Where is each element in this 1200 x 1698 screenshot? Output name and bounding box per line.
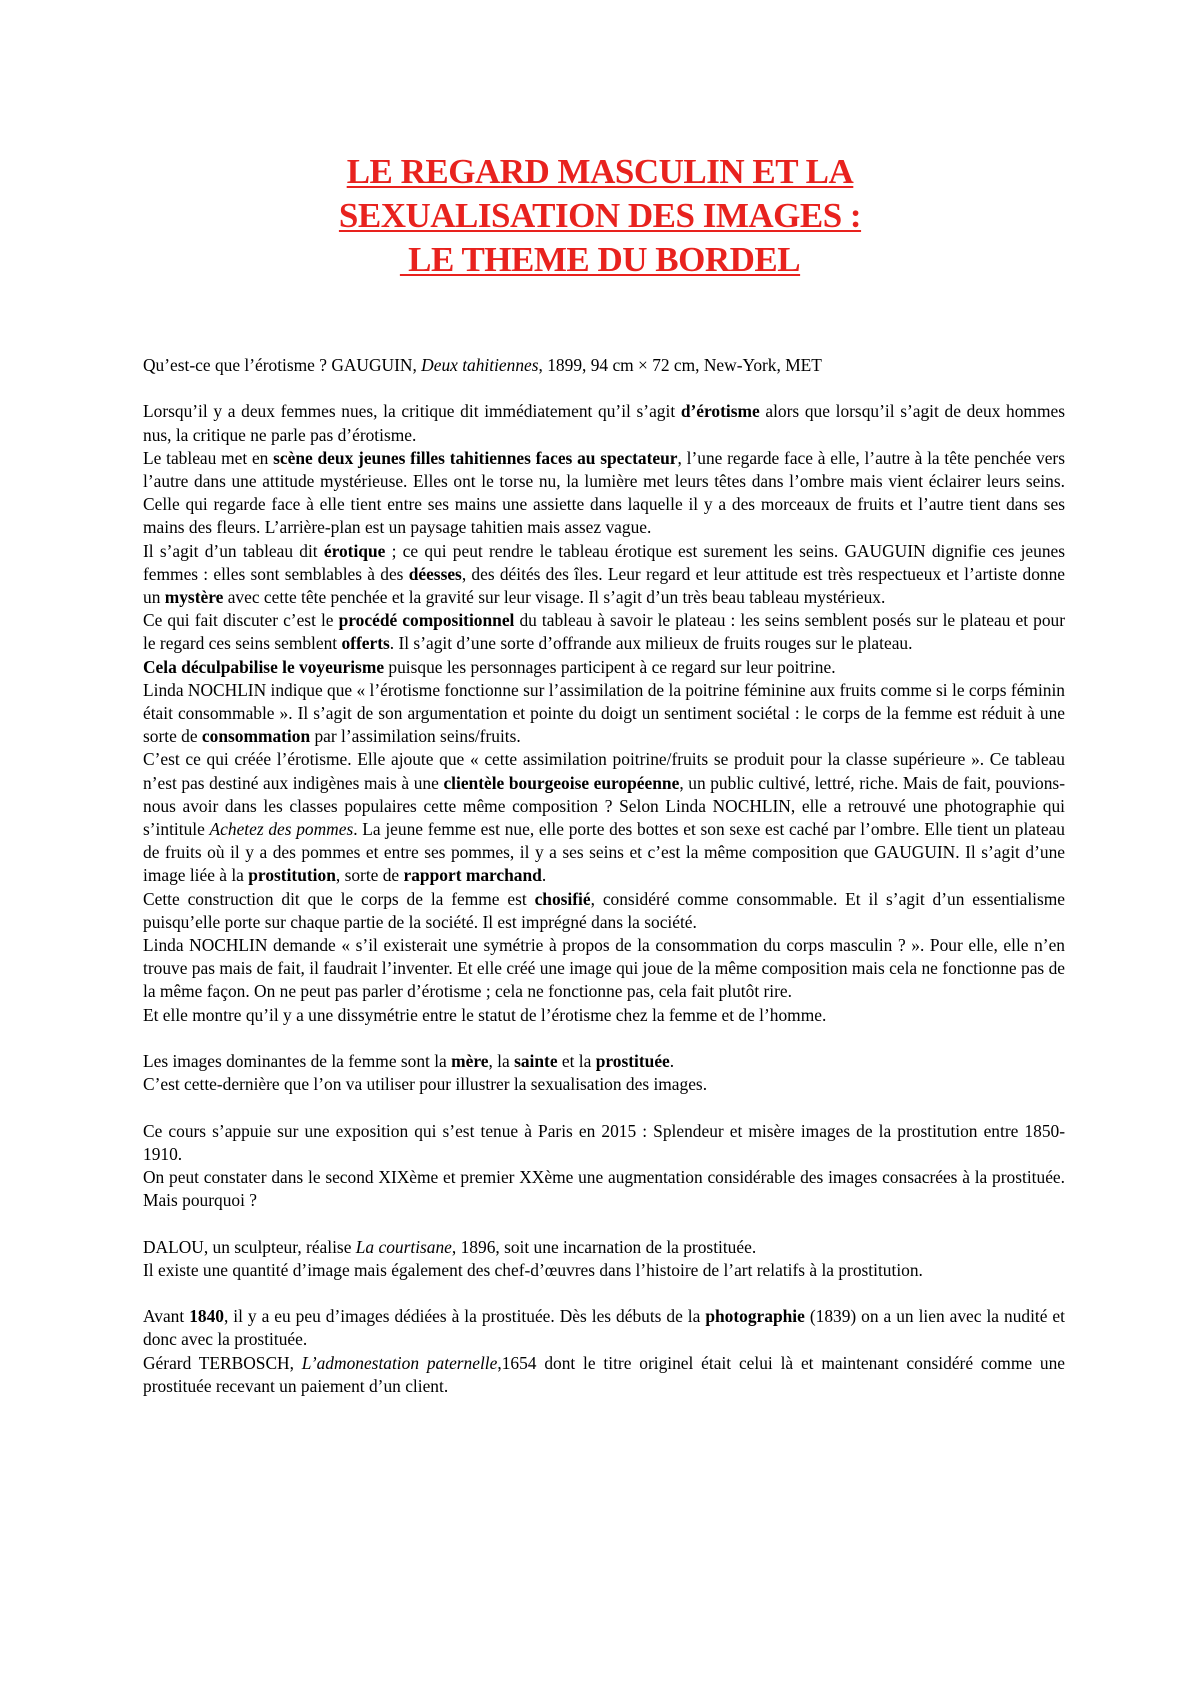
document-body [143, 354, 1065, 1398]
paragraph [143, 447, 1065, 540]
paragraph-gap [143, 1282, 1065, 1305]
text-run: Avant [143, 1306, 190, 1327]
text-run: DALOU, un sculpteur, réalise [143, 1236, 356, 1257]
text-run: ,1654 dont le titre originel était celui là et maintenant considéré comme une prostituée recevant un paiement d’un client. [143, 1352, 1065, 1396]
text-run: , il y a eu peu d’images dédiées à la prostituée. Dès les débuts de la [223, 1306, 706, 1327]
paragraph-gap [143, 1096, 1065, 1119]
paragraph [143, 609, 1065, 655]
text-run: , la [488, 1051, 515, 1072]
paragraph [143, 888, 1065, 934]
title-line-2: SEXUALISATION DES IMAGES : [338, 196, 862, 235]
text-run: C’est ce qui créée l’érotisme. Elle ajoute que « cette assimilation poitrine/fruits se produit pour la classe supérieure ». Ce tableau n’est pas destiné aux indigènes mais à une [143, 749, 1065, 793]
text-run: puisque les personnages participent à ce regard sur leur poitrine. [384, 656, 836, 677]
paragraph [143, 656, 1065, 679]
paragraph [143, 748, 1065, 887]
text-run: par l’assimilation seins/fruits. [310, 726, 521, 747]
bold-term: mère [451, 1051, 489, 1072]
text-run: avec cette tête penchée et la gravité sur leur visage. Il s’agit d’un très beau tableau mystérieux. [223, 587, 886, 608]
artwork-title: Achetez des pommes [209, 819, 354, 840]
text-run: Cette construction dit que le corps de la femme est [143, 888, 535, 909]
text-run: . La jeune femme est nue, elle porte des bottes et son sexe est caché par l’ombre. Elle tient un plateau de fruits où il y a des pommes et entre ses pommes, il y a ses seins et c’est la même composition que GAUGUIN. Il s’agit d’une image liée à la [143, 819, 1065, 886]
text-run: . Il s’agit d’une sorte d’offrande aux milieux de fruits rouges sur le plateau. [389, 633, 913, 654]
paragraph [143, 1166, 1065, 1212]
paragraph-gap [143, 1212, 1065, 1235]
paragraph-gap [143, 1027, 1065, 1050]
paragraph [143, 1305, 1065, 1351]
text-run: et la [557, 1051, 596, 1072]
text-run: Et elle montre qu’il y a une dissymétrie entre le statut de l’érotisme chez la femme et de l’homme. [143, 1004, 827, 1025]
paragraph [143, 1352, 1065, 1398]
bold-term: chosifié [534, 888, 591, 909]
bold-term: 1840 [189, 1306, 224, 1327]
text-run: , des déités des îles. Leur regard et leur attitude est très respectueux et l’artiste donne un [143, 563, 1065, 608]
paragraph [143, 1004, 1065, 1027]
bold-term: Cela déculpabilise le voyeurisme [143, 656, 385, 677]
text-run: Lorsqu’il y a deux femmes nues, la critique dit immédiatement qu’il s’agit [143, 401, 681, 422]
text-run: du tableau à savoir le plateau : les seins semblent posés sur le plateau et pour le regard ces seins semblent [143, 610, 1065, 654]
bold-term: scène deux jeunes filles tahitiennes faces au spectateur [273, 447, 678, 468]
text-run: , un public cultivé, lettré, riche. Mais de fait, pouvions-nous avoir dans les classes populaires cette même composition ? Selon Linda NOCHLIN, elle a retrouvé une photographie qui s’intitule [143, 772, 1065, 840]
bold-term: érotique [323, 540, 386, 561]
paragraph [143, 400, 1065, 446]
text-run: Les images dominantes de la femme sont la [143, 1051, 452, 1072]
paragraph [143, 934, 1065, 1004]
bold-term: mystère [164, 587, 224, 608]
artwork-title: L’admonestation paternelle [301, 1352, 498, 1373]
paragraph [143, 540, 1065, 610]
text-run: alors que lorsqu’il s’agit de deux hommes nus, la critique ne parle pas d’érotisme. [143, 401, 1065, 445]
paragraph [143, 1050, 1065, 1073]
bold-term: offerts [341, 633, 390, 654]
text-run: Il s’agit d’un tableau dit [143, 540, 324, 561]
bold-term: prostitution [248, 865, 336, 886]
paragraph-gap [143, 377, 1065, 400]
paragraph [143, 1073, 1065, 1096]
artwork-title: Deux tahitiennes [421, 355, 539, 375]
text-run: , considéré comme consommable. Et il s’agit d’un essentialisme puisqu’elle porte sur chaque partie de la société. Il est imprégné dans la société. [143, 888, 1065, 932]
text-run: Gérard TERBOSCH, [143, 1352, 302, 1373]
paragraph [143, 1259, 1065, 1282]
text-run: , 1896, soit une incarnation de la prostituée. [451, 1236, 757, 1257]
text-run: , sorte de [335, 865, 404, 886]
bold-term: clientèle bourgeoise européenne [443, 772, 680, 793]
text-run: Ce qui fait discuter c’est le [143, 610, 339, 631]
text-run: C’est cette-dernière que l’on va utiliser pour illustrer la sexualisation des images. [143, 1074, 708, 1095]
text-run: . [669, 1051, 675, 1072]
bold-term: photographie [705, 1306, 805, 1327]
text-run: On peut constater dans le second XIXème et premier XXème une augmentation considérable des images consacrées à la prostituée. Mais pourquoi ? [143, 1167, 1065, 1211]
text-run: Ce cours s’appuie sur une exposition qui s’est tenue à Paris en 2015 : Splendeur et misère images de la prostitution entre 1850-1910. [143, 1120, 1065, 1164]
text-run: , 1899, 94 cm × 72 cm, New-York, MET [538, 355, 822, 375]
bold-term: sainte [514, 1051, 558, 1072]
text-run: Il existe une quantité d’image mais également des chef-d’œuvres dans l’histoire de l’art relatifs à la prostitution. [143, 1259, 923, 1280]
intro-paragraph [143, 354, 1065, 377]
text-run: Linda NOCHLIN demande « s’il existerait une symétrie à propos de la consommation du corps masculin ? ». Pour elle, elle n’en trouve pas mais de fait, il faudrait l’inventer. Et elle créé une image qui joue de la même composition mais cela ne fonctionne pas de la même façon. On ne peut pas parler d’érotisme ; cela ne fonctionne pas, cela fait plutôt rire. [143, 935, 1065, 1002]
text-run: , l’une regarde face à elle, l’autre à la tête penchée vers l’autre dans une attitude mystérieuse. Elles ont le torse nu, la lumière met leurs têtes dans l’ombre mais vient éclairer leurs seins. Celle qui regarde face à elle tient entre ses mains une assiette dans laquelle il y a des morceaux de fruits et l’autre tient dans ses mains des fleurs. L’arrière-plan est un paysage tahitien mais assez vague. [143, 447, 1065, 538]
bold-term: prostituée [595, 1051, 670, 1072]
text-run: ; ce qui peut rendre le tableau érotique est surement les seins. GAUGUIN dignifie ces jeunes femmes : elles sont semblables à des [143, 540, 1065, 584]
title-line-1: LE REGARD MASCULIN ET LA [346, 152, 854, 191]
text-run: Linda NOCHLIN indique que « l’érotisme fonctionne sur l’assimilation de la poitrine féminine aux fruits comme si le corps féminin était consommable ». Il s’agit de son argumentation et pointe du doigt un sentiment sociétal : le corps de la femme est réduit à une sorte de [143, 679, 1065, 747]
text-run: Qu’est-ce que l’érotisme ? GAUGUIN, [143, 355, 422, 375]
bold-term: consommation [201, 726, 311, 747]
paragraph [143, 1120, 1065, 1166]
bold-term: procédé compositionnel [338, 610, 515, 631]
paragraph [143, 1236, 1065, 1259]
bold-term: d’érotisme [680, 401, 760, 422]
text-run: . [541, 865, 547, 886]
title-line-3: LE THEME DU BORDEL [399, 240, 801, 279]
bold-term: déesses [408, 563, 462, 584]
text-run: (1839) on a un lien avec la nudité et donc avec la prostituée. [143, 1306, 1065, 1350]
bold-term: rapport marchand [403, 865, 542, 886]
text-run: Le tableau met en [143, 447, 274, 468]
page-title [140, 150, 1060, 282]
paragraph [143, 679, 1065, 749]
artwork-title: La courtisane [355, 1236, 452, 1257]
